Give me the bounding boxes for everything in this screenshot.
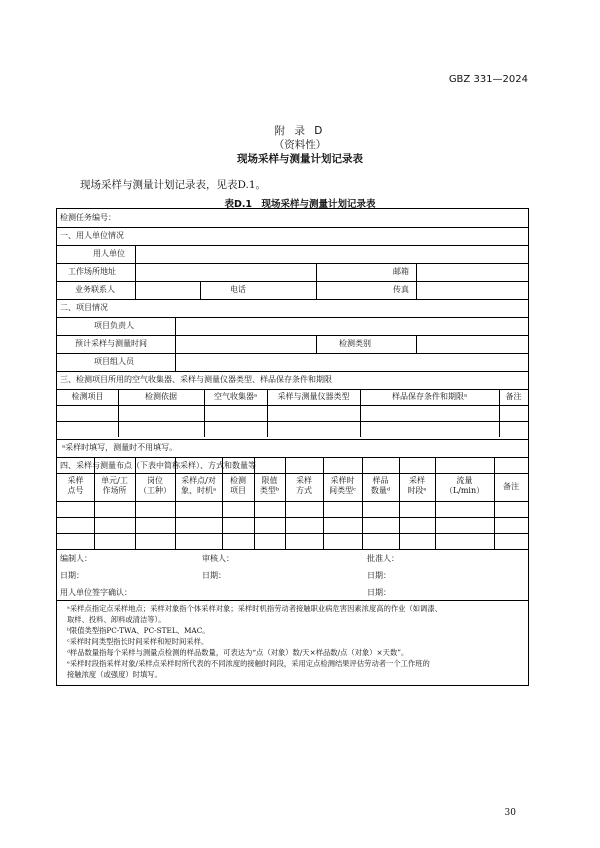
- confirm-date-label: 日期：: [367, 588, 391, 597]
- approver-label: 批准人：: [367, 554, 399, 563]
- team-members-label: 项目组人员: [94, 357, 134, 366]
- section-4-heading: 四、采样与测量布点（下表中简称采样）、方式和数量等: [60, 461, 256, 470]
- task-number-label: 检测任务编号：: [60, 213, 116, 222]
- fax-label: 传真: [393, 285, 409, 294]
- reviewer-label: 审核人：: [202, 554, 234, 563]
- table-title: 表D.1 现场采样与测量计划记录表: [224, 199, 376, 210]
- compiler-date-label: 日期：: [60, 571, 84, 580]
- project-leader-label: 项目负责人: [94, 321, 134, 330]
- planned-time-label: 预计采样与测量时间: [75, 339, 147, 348]
- col-remarks: 备注: [505, 392, 522, 401]
- appendix-subtitle: 现场采样与测量计划记录表: [237, 153, 363, 165]
- standard-number: GBZ 331—2024: [448, 74, 528, 85]
- appendix-title: 附 录 D: [274, 125, 326, 137]
- col-detection-basis: 检测依据: [145, 392, 177, 401]
- postcode-label: 邮箱: [393, 267, 409, 276]
- footnote-line: ᵃ采样点指定点采样地点；采样对象指个体采样对象；采样时机指劳动者接触职业病危害因素浓度高的作业（如调漆、: [67, 604, 442, 613]
- page-number: 30: [504, 808, 516, 818]
- col-storage-condition: 样品保存条件和期限ᵃ: [391, 392, 468, 401]
- col-unit-workplace: 单元/工 作场所: [101, 476, 128, 495]
- section-1-heading: 一、用人单位情况: [60, 231, 124, 240]
- workplace-address-label: 工作场所地址: [68, 267, 116, 276]
- col-period: 采样 时段ᵉ: [407, 476, 427, 495]
- section-3-heading: 三、检测项目所用的空气收集器、采样与测量仪器类型、样品保存条件和期限: [60, 375, 332, 384]
- col-time-type: 采样时 间类型ᶜ: [329, 476, 356, 495]
- employer-confirm-label: 用人单位签字确认：: [60, 588, 132, 597]
- col-sample-count: 样品 数量ᵈ: [370, 476, 391, 495]
- appendix-nature: （资料性）: [273, 139, 327, 151]
- approver-date-label: 日期：: [367, 571, 391, 580]
- section-3-note: ᵃ采样时填写，测量时不用填写。: [62, 443, 178, 452]
- col-point-no: 采样 点号: [67, 476, 84, 495]
- footnote-line: ᵉ采样时段指采样对象/采样点采样时所代表的不同浓度的接触时间段，采用定点检测结果评估劳动者一个工作班的: [67, 659, 430, 668]
- employer-label: 用人单位: [93, 249, 125, 258]
- footnote-line: 接触浓度（或强度）时填写。: [67, 670, 162, 679]
- record-form: [56, 208, 529, 686]
- col-item: 检测 项目: [230, 476, 246, 495]
- col-sampling-method: 采样 方式: [296, 476, 312, 495]
- reviewer-date-label: 日期：: [202, 571, 226, 580]
- footnote-line: ᶜ采样时间类型指长时间采样和短时间采样。: [67, 637, 209, 646]
- col-sampling-point: 采样点/对 象、时机ᵃ: [180, 476, 217, 495]
- col-limit-type: 限值 类型ᵇ: [259, 476, 280, 495]
- section-2-heading: 二、项目情况: [60, 303, 108, 312]
- intro-text: 现场采样与测量计划记录表，见表D.1。: [80, 179, 267, 191]
- footnote-line: ᵈ样品数量指每个采样与测量点检测的样品数量，可表达为“点（对象）数/天×样品数/点（对象）×天数”。: [67, 648, 409, 657]
- detection-type-label: 检测类别: [339, 339, 371, 348]
- col-remark-4: 备注: [503, 482, 519, 491]
- col-post: 岗位 （工种）: [139, 476, 171, 495]
- phone-label: 电话: [230, 285, 246, 294]
- footnote-line: 取样、投料、卸料或清洁等）。: [67, 615, 166, 624]
- contact-person-label: 业务联系人: [75, 285, 115, 294]
- compiler-label: 编制人：: [60, 554, 92, 563]
- col-air-collector: 空气收集器ᵃ: [213, 392, 258, 401]
- col-detection-item: 检测项目: [71, 392, 104, 401]
- footnote-line: ᵇ限值类型指PC-TWA、PC-STEL、MAC。: [67, 626, 210, 635]
- col-flow: 流量 （L/min）: [444, 476, 485, 495]
- col-instrument-type: 采样与测量仪器类型: [277, 392, 350, 401]
